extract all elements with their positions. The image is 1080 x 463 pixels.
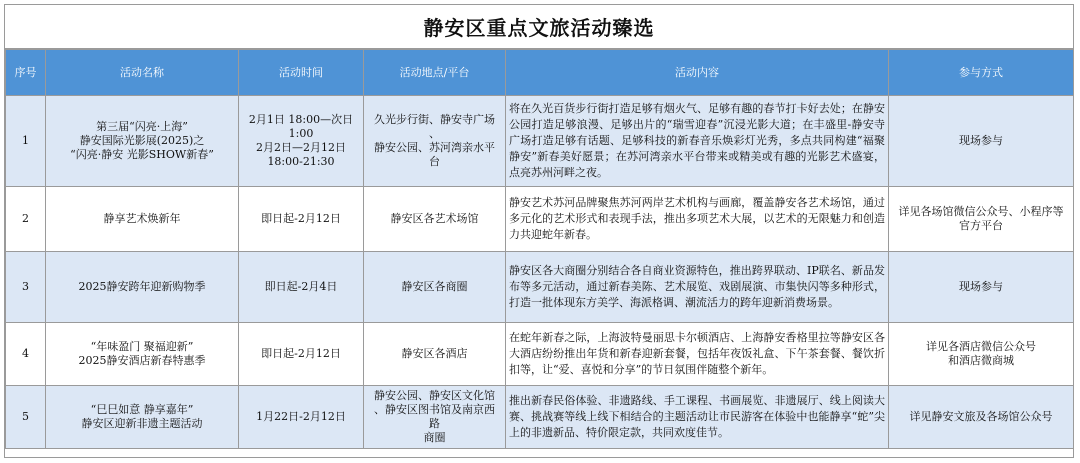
header-name: 活动名称 xyxy=(46,50,239,96)
cell-content: 静安艺术苏河品牌聚焦苏河两岸艺术机构与画廊，覆盖静安各艺术场馆，通过多元化的艺术形式和表现手法，推出多项艺术大展，以艺术的无限魅力和创造力共迎蛇年新春。 xyxy=(506,187,889,252)
cell-join: 现场参与 xyxy=(889,96,1074,187)
cell-no: 1 xyxy=(6,96,46,187)
table-title: 静安区重点文旅活动臻选 xyxy=(423,16,655,40)
cell-no: 4 xyxy=(6,323,46,386)
cell-place: 静安区各商圈 xyxy=(364,252,506,323)
table-row xyxy=(6,323,1074,386)
cell-no: 5 xyxy=(6,386,46,449)
cell-name: “巳巳如意 静享嘉年” 静安区迎新非遗主题活动 xyxy=(46,386,239,449)
header-row xyxy=(6,50,1074,96)
cell-name: 静享艺术焕新年 xyxy=(46,187,239,252)
header-time: 活动时间 xyxy=(239,50,364,96)
cell-time: 即日起-2月12日 xyxy=(239,323,364,386)
header-place: 活动地点/平台 xyxy=(364,50,506,96)
cell-content: 将在久光百货步行街打造足够有烟火气、足够有趣的春节打卡好去处；在静安公园打造足够浪漫、足够出片的“瑞雪迎春”沉浸光影大道；在丰盛里-静安寺广场打造足够有话题、足够科技的新春音乐焕彩灯光秀，多点共同构建“福聚静安”新春美好愿景；在苏河湾亲水平台带来或精美或有趣的光影艺术盛宴，点亮苏州河畔之夜。 xyxy=(506,96,889,187)
cell-name: 2025静安跨年迎新购物季 xyxy=(46,252,239,323)
cell-name: 第三届“闪亮·上海” 静安国际光影展(2025)之 “闪亮·静安 光影SHOW新春” xyxy=(46,96,239,187)
cell-join: 详见各酒店微信公众号 和酒店微商城 xyxy=(889,323,1074,386)
cell-join: 详见静安文旅及各场馆公众号 xyxy=(889,386,1074,449)
cell-join: 现场参与 xyxy=(889,252,1074,323)
cell-place: 静安公园、静安区文化馆 、静安区图书馆及南京西 路 商圈 xyxy=(364,386,506,449)
table-row xyxy=(6,252,1074,323)
cell-time: 1月22日-2月12日 xyxy=(239,386,364,449)
cell-name: “年味盈门 聚福迎新” 2025静安酒店新春特惠季 xyxy=(46,323,239,386)
title-bar xyxy=(5,5,1073,49)
header-join: 参与方式 xyxy=(889,50,1074,96)
cell-content: 推出新春民俗体验、非遗路线、手工课程、书画展览、非遗展厅、线上阅读大赛、挑战赛等线上线下相结合的主题活动让市民游客在体验中也能静享“蛇”尖上的非遗新品、特价限定款，共同欢度佳节。 xyxy=(506,386,889,449)
cell-place: 静安区各艺术场馆 xyxy=(364,187,506,252)
cell-time: 2月1日 18:00—次日 1:00 2月2日—2月12日 18:00-21:30 xyxy=(239,96,364,187)
cell-time: 即日起-2月12日 xyxy=(239,187,364,252)
cell-join: 详见各场馆微信公众号、小程序等 官方平台 xyxy=(889,187,1074,252)
header-content: 活动内容 xyxy=(506,50,889,96)
cell-place: 久光步行街、静安寺广场 、 静安公园、苏河湾亲水平 台 xyxy=(364,96,506,187)
activity-table xyxy=(5,49,1074,449)
cell-no: 3 xyxy=(6,252,46,323)
cell-time: 即日起-2月4日 xyxy=(239,252,364,323)
header-no: 序号 xyxy=(6,50,46,96)
activity-table-frame xyxy=(4,4,1074,458)
table-row xyxy=(6,386,1074,449)
cell-no: 2 xyxy=(6,187,46,252)
cell-content: 静安区各大商圈分别结合各自商业资源特色，推出跨界联动、IP联名、新品发布等多元活动，通过新春美陈、艺术展览、戏剧展演、市集快闪等多种形式，打造一批体现东方美学、海派格调、潮流活力的跨年迎新消费场景。 xyxy=(506,252,889,323)
table-row xyxy=(6,187,1074,252)
table-row xyxy=(6,96,1074,187)
cell-place: 静安区各酒店 xyxy=(364,323,506,386)
cell-content: 在蛇年新春之际，上海波特曼丽思卡尔顿酒店、上海静安香格里拉等静安区各大酒店纷纷推出年货和新春迎新套餐，包括年夜饭礼盒、下午茶套餐、餐饮折扣等，让“爱、喜悦和分享”的节日氛围伴随整个新年。 xyxy=(506,323,889,386)
